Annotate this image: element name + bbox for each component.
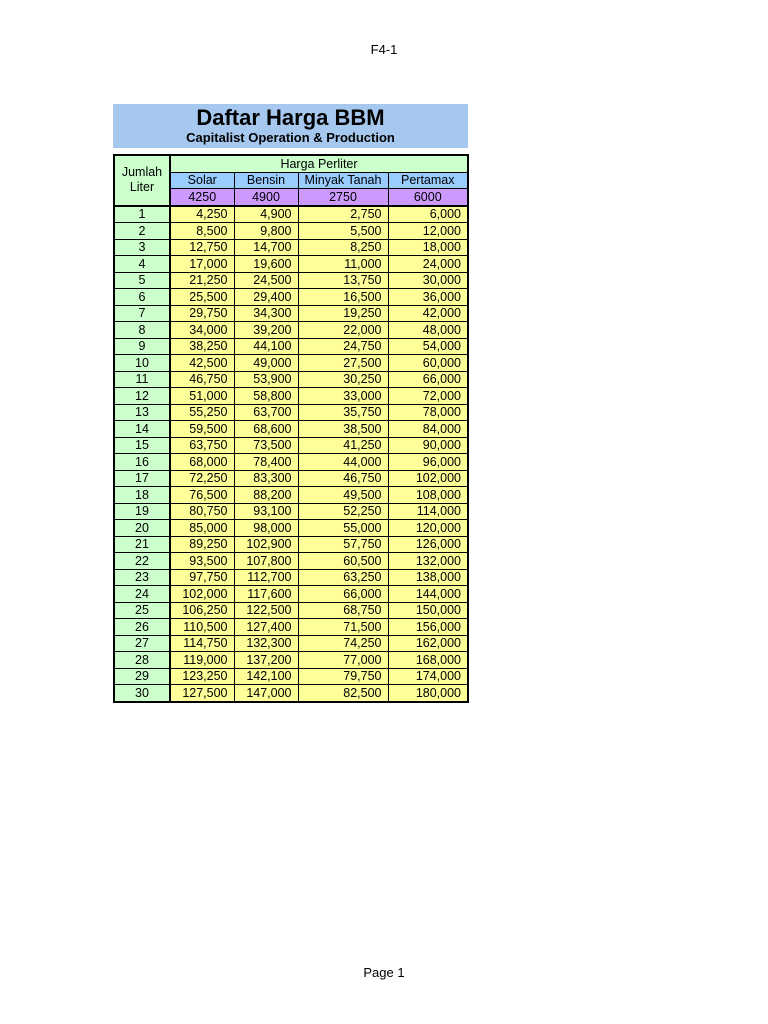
price-cell: 102,000 bbox=[388, 470, 468, 487]
price-cell: 96,000 bbox=[388, 454, 468, 471]
price-cell: 11,000 bbox=[298, 256, 388, 273]
price-cell: 19,600 bbox=[234, 256, 298, 273]
table-row bbox=[114, 289, 468, 306]
table-row bbox=[114, 685, 468, 702]
table-row bbox=[114, 355, 468, 372]
price-cell: 13,750 bbox=[298, 272, 388, 289]
price-cell: 127,400 bbox=[234, 619, 298, 636]
liter-cell: 4 bbox=[114, 256, 170, 273]
liter-cell: 28 bbox=[114, 652, 170, 669]
table-row bbox=[114, 322, 468, 339]
price-cell: 119,000 bbox=[170, 652, 234, 669]
price-cell: 83,300 bbox=[234, 470, 298, 487]
price-cell: 93,500 bbox=[170, 553, 234, 570]
price-cell: 93,100 bbox=[234, 503, 298, 520]
price-cell: 6,000 bbox=[388, 206, 468, 223]
table-row bbox=[114, 470, 468, 487]
table-row bbox=[114, 256, 468, 273]
price-cell: 180,000 bbox=[388, 685, 468, 702]
price-cell: 107,800 bbox=[234, 553, 298, 570]
price-cell: 112,700 bbox=[234, 569, 298, 586]
price-cell: 21,250 bbox=[170, 272, 234, 289]
table-row bbox=[114, 619, 468, 636]
table-row bbox=[114, 223, 468, 240]
table-row bbox=[114, 404, 468, 421]
table-row bbox=[114, 652, 468, 669]
price-cell: 68,750 bbox=[298, 602, 388, 619]
price-cell: 156,000 bbox=[388, 619, 468, 636]
price-cell: 46,750 bbox=[298, 470, 388, 487]
price-cell: 132,000 bbox=[388, 553, 468, 570]
price-cell: 89,250 bbox=[170, 536, 234, 553]
page-footer: Page 1 bbox=[363, 965, 405, 980]
price-cell: 4,250 bbox=[170, 206, 234, 223]
price-cell: 16,500 bbox=[298, 289, 388, 306]
price-cell: 44,100 bbox=[234, 338, 298, 355]
price-cell: 137,200 bbox=[234, 652, 298, 669]
table-row bbox=[114, 503, 468, 520]
price-cell: 38,250 bbox=[170, 338, 234, 355]
price-cell: 2,750 bbox=[298, 206, 388, 223]
price-cell: 24,500 bbox=[234, 272, 298, 289]
liter-cell: 22 bbox=[114, 553, 170, 570]
price-cell: 68,600 bbox=[234, 421, 298, 438]
price-cell: 14,700 bbox=[234, 239, 298, 256]
table-row bbox=[114, 569, 468, 586]
price-cell: 30,250 bbox=[298, 371, 388, 388]
table-row bbox=[114, 553, 468, 570]
price-cell: 80,750 bbox=[170, 503, 234, 520]
price-cell: 147,000 bbox=[234, 685, 298, 702]
liter-cell: 10 bbox=[114, 355, 170, 372]
table-row bbox=[114, 338, 468, 355]
liter-cell: 15 bbox=[114, 437, 170, 454]
price-cell: 53,900 bbox=[234, 371, 298, 388]
liter-cell: 9 bbox=[114, 338, 170, 355]
price-cell: 18,000 bbox=[388, 239, 468, 256]
table-row bbox=[114, 487, 468, 504]
liter-cell: 11 bbox=[114, 371, 170, 388]
liter-cell: 17 bbox=[114, 470, 170, 487]
price-cell: 79,750 bbox=[298, 668, 388, 685]
price-cell: 38,500 bbox=[298, 421, 388, 438]
price-cell: 168,000 bbox=[388, 652, 468, 669]
price-cell: 73,500 bbox=[234, 437, 298, 454]
liter-cell: 3 bbox=[114, 239, 170, 256]
jumlah-liter-header: Jumlah Liter bbox=[114, 155, 170, 206]
liter-cell: 5 bbox=[114, 272, 170, 289]
price-cell: 49,000 bbox=[234, 355, 298, 372]
table-row bbox=[114, 305, 468, 322]
price-cell: 66,000 bbox=[388, 371, 468, 388]
liter-cell: 13 bbox=[114, 404, 170, 421]
price-cell: 34,000 bbox=[170, 322, 234, 339]
price-cell: 114,000 bbox=[388, 503, 468, 520]
price-cell: 36,000 bbox=[388, 289, 468, 306]
price-cell: 44,000 bbox=[298, 454, 388, 471]
liter-cell: 24 bbox=[114, 586, 170, 603]
liter-cell: 19 bbox=[114, 503, 170, 520]
price-cell: 68,000 bbox=[170, 454, 234, 471]
price-cell: 108,000 bbox=[388, 487, 468, 504]
price-cell: 34,300 bbox=[234, 305, 298, 322]
price-cell: 4,900 bbox=[234, 206, 298, 223]
price-cell: 29,400 bbox=[234, 289, 298, 306]
harga-perliter-header: Harga Perliter bbox=[170, 155, 468, 172]
liter-cell: 27 bbox=[114, 635, 170, 652]
price-cell: 57,750 bbox=[298, 536, 388, 553]
price-cell: 42,500 bbox=[170, 355, 234, 372]
title-box bbox=[113, 104, 468, 148]
liter-cell: 21 bbox=[114, 536, 170, 553]
price-cell: 52,250 bbox=[298, 503, 388, 520]
price-cell: 60,000 bbox=[388, 355, 468, 372]
price-cell: 48,000 bbox=[388, 322, 468, 339]
price-cell: 63,250 bbox=[298, 569, 388, 586]
price-cell: 54,000 bbox=[388, 338, 468, 355]
price-cell: 8,250 bbox=[298, 239, 388, 256]
price-cell: 5,500 bbox=[298, 223, 388, 240]
price-cell: 88,200 bbox=[234, 487, 298, 504]
table-row bbox=[114, 371, 468, 388]
fuel-name-cell: Bensin bbox=[234, 172, 298, 189]
table-row bbox=[114, 388, 468, 405]
price-cell: 132,300 bbox=[234, 635, 298, 652]
liter-cell: 26 bbox=[114, 619, 170, 636]
price-cell: 63,700 bbox=[234, 404, 298, 421]
price-cell: 12,750 bbox=[170, 239, 234, 256]
table-row bbox=[114, 586, 468, 603]
fuel-name-cell: Solar bbox=[170, 172, 234, 189]
fuel-name-cell: Pertamax bbox=[388, 172, 468, 189]
price-cell: 46,750 bbox=[170, 371, 234, 388]
price-cell: 17,000 bbox=[170, 256, 234, 273]
table-row bbox=[114, 437, 468, 454]
price-cell: 51,000 bbox=[170, 388, 234, 405]
price-cell: 97,750 bbox=[170, 569, 234, 586]
price-cell: 74,250 bbox=[298, 635, 388, 652]
table-row bbox=[114, 520, 468, 537]
fuel-price-cell: 6000 bbox=[388, 189, 468, 206]
price-cell: 35,750 bbox=[298, 404, 388, 421]
price-cell: 19,250 bbox=[298, 305, 388, 322]
price-cell: 58,800 bbox=[234, 388, 298, 405]
price-cell: 27,500 bbox=[298, 355, 388, 372]
price-cell: 78,000 bbox=[388, 404, 468, 421]
liter-cell: 20 bbox=[114, 520, 170, 537]
fuel-price-cell: 4250 bbox=[170, 189, 234, 206]
price-cell: 76,500 bbox=[170, 487, 234, 504]
price-cell: 98,000 bbox=[234, 520, 298, 537]
price-cell: 29,750 bbox=[170, 305, 234, 322]
price-table bbox=[113, 154, 469, 703]
price-cell: 42,000 bbox=[388, 305, 468, 322]
price-cell: 162,000 bbox=[388, 635, 468, 652]
price-cell: 22,000 bbox=[298, 322, 388, 339]
price-cell: 30,000 bbox=[388, 272, 468, 289]
table-row bbox=[114, 206, 468, 223]
page-title: Daftar Harga BBM bbox=[196, 105, 385, 130]
table-row bbox=[114, 536, 468, 553]
table-row bbox=[114, 272, 468, 289]
price-cell: 66,000 bbox=[298, 586, 388, 603]
table-row bbox=[114, 421, 468, 438]
page-subtitle: Capitalist Operation & Production bbox=[186, 130, 395, 145]
price-cell: 142,100 bbox=[234, 668, 298, 685]
price-cell: 117,600 bbox=[234, 586, 298, 603]
table-row bbox=[114, 454, 468, 471]
price-cell: 71,500 bbox=[298, 619, 388, 636]
liter-cell: 16 bbox=[114, 454, 170, 471]
price-cell: 72,250 bbox=[170, 470, 234, 487]
table-row bbox=[114, 239, 468, 256]
price-cell: 78,400 bbox=[234, 454, 298, 471]
price-cell: 72,000 bbox=[388, 388, 468, 405]
price-cell: 144,000 bbox=[388, 586, 468, 603]
liter-cell: 8 bbox=[114, 322, 170, 339]
price-cell: 41,250 bbox=[298, 437, 388, 454]
liter-cell: 12 bbox=[114, 388, 170, 405]
price-cell: 114,750 bbox=[170, 635, 234, 652]
liter-cell: 2 bbox=[114, 223, 170, 240]
price-cell: 90,000 bbox=[388, 437, 468, 454]
price-cell: 110,500 bbox=[170, 619, 234, 636]
price-cell: 60,500 bbox=[298, 553, 388, 570]
page-header: F4-1 bbox=[370, 42, 398, 57]
table-row bbox=[114, 668, 468, 685]
price-cell: 24,750 bbox=[298, 338, 388, 355]
price-cell: 102,000 bbox=[170, 586, 234, 603]
price-table-body bbox=[114, 206, 468, 702]
price-cell: 127,500 bbox=[170, 685, 234, 702]
price-cell: 55,000 bbox=[298, 520, 388, 537]
price-cell: 49,500 bbox=[298, 487, 388, 504]
liter-cell: 23 bbox=[114, 569, 170, 586]
liter-cell: 6 bbox=[114, 289, 170, 306]
price-cell: 106,250 bbox=[170, 602, 234, 619]
fuel-name-cell: Minyak Tanah bbox=[298, 172, 388, 189]
price-cell: 59,500 bbox=[170, 421, 234, 438]
price-cell: 85,000 bbox=[170, 520, 234, 537]
price-cell: 102,900 bbox=[234, 536, 298, 553]
price-cell: 123,250 bbox=[170, 668, 234, 685]
price-cell: 138,000 bbox=[388, 569, 468, 586]
liter-cell: 18 bbox=[114, 487, 170, 504]
price-cell: 122,500 bbox=[234, 602, 298, 619]
table-row bbox=[114, 602, 468, 619]
price-cell: 174,000 bbox=[388, 668, 468, 685]
price-cell: 77,000 bbox=[298, 652, 388, 669]
liter-cell: 29 bbox=[114, 668, 170, 685]
price-cell: 8,500 bbox=[170, 223, 234, 240]
price-cell: 150,000 bbox=[388, 602, 468, 619]
price-cell: 25,500 bbox=[170, 289, 234, 306]
price-cell: 33,000 bbox=[298, 388, 388, 405]
price-cell: 126,000 bbox=[388, 536, 468, 553]
price-cell: 84,000 bbox=[388, 421, 468, 438]
fuel-price-cell: 4900 bbox=[234, 189, 298, 206]
liter-cell: 30 bbox=[114, 685, 170, 702]
fuel-price-cell: 2750 bbox=[298, 189, 388, 206]
price-cell: 24,000 bbox=[388, 256, 468, 273]
liter-cell: 25 bbox=[114, 602, 170, 619]
liter-cell: 7 bbox=[114, 305, 170, 322]
table-row bbox=[114, 635, 468, 652]
price-cell: 39,200 bbox=[234, 322, 298, 339]
liter-cell: 1 bbox=[114, 206, 170, 223]
price-cell: 82,500 bbox=[298, 685, 388, 702]
price-cell: 120,000 bbox=[388, 520, 468, 537]
price-cell: 9,800 bbox=[234, 223, 298, 240]
price-cell: 12,000 bbox=[388, 223, 468, 240]
price-cell: 63,750 bbox=[170, 437, 234, 454]
price-cell: 55,250 bbox=[170, 404, 234, 421]
liter-cell: 14 bbox=[114, 421, 170, 438]
